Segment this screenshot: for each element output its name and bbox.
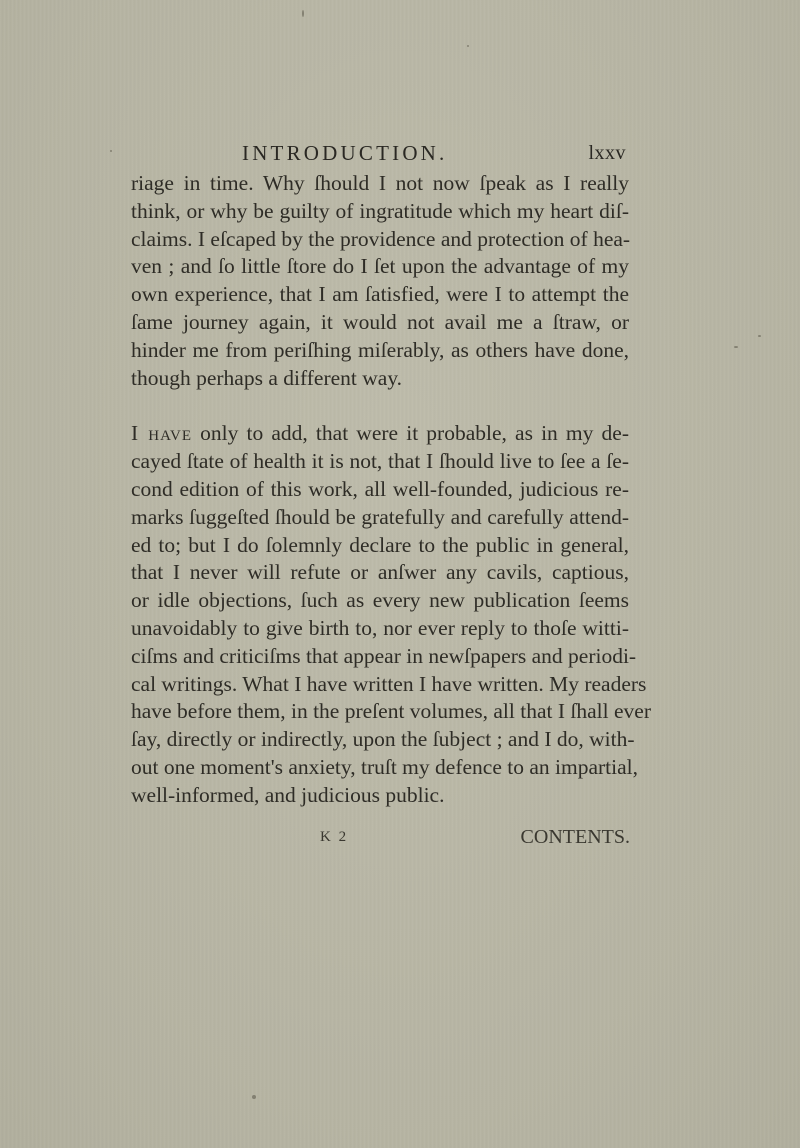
- catchword: CONTENTS.: [520, 826, 630, 848]
- text-line-first: [131, 420, 629, 448]
- page-footer: [320, 826, 630, 852]
- first-line-rest: only to add, that were it probable, as in my de-: [192, 421, 629, 446]
- text-line: cal writings. What I have written I have written. My readers: [131, 671, 647, 696]
- text-line: have before them, in the preſent volumes, all that I ſhall ever: [131, 699, 651, 724]
- body-text: [131, 170, 651, 810]
- text-line: think, or why be guilty of ingratitude which my heart diſ-: [131, 198, 629, 223]
- paper-speck: [758, 335, 761, 337]
- text-line: well-informed, and judicious public.: [131, 782, 445, 807]
- paragraph-1: [131, 170, 629, 392]
- paper-speck: [467, 45, 469, 47]
- signature-mark: K 2: [320, 829, 349, 845]
- paper-speck: [734, 346, 738, 348]
- text-line: ed to; but I do ſolemnly declare to the public in general,: [131, 532, 629, 557]
- running-title: INTRODUCTION.: [242, 141, 448, 165]
- text-line: cayed ſtate of health it is not, that I ſhould live to ſee a ſe-: [131, 449, 629, 474]
- paper-speck: [110, 150, 112, 152]
- page-number: lxxv: [588, 142, 626, 164]
- text-line: riage in time. Why ſhould I not now ſpeak as I really: [131, 171, 629, 195]
- paper-speck: [302, 10, 304, 17]
- text-line: that I never will refute or anſwer any cavils, captious,: [131, 560, 629, 585]
- text-line: or idle objections, ſuch as every new publication ſeems: [131, 588, 629, 613]
- running-head: [242, 141, 626, 167]
- text-line: ſame journey again, it would not avail me a ſtraw, or: [131, 309, 629, 334]
- text-line: marks ſuggeſted ſhould be gratefully and carefully attend-: [131, 504, 629, 529]
- text-line: ciſms and criticiſms that appear in newſpapers and periodi-: [131, 643, 637, 668]
- paragraph-2: [131, 420, 651, 809]
- text-line: claims. I eſcaped by the providence and protection of hea-: [131, 226, 631, 251]
- text-line: unavoidably to give birth to, nor ever reply to thoſe witti-: [131, 615, 629, 640]
- text-line: ſay, directly or indirectly, upon the ſubject ; and I do, with-: [131, 727, 635, 752]
- text-line: ven ; and ſo little ſtore do I ſet upon the advantage of my: [131, 254, 629, 279]
- text-line: though perhaps a different way.: [131, 365, 403, 390]
- text-line: cond edition of this work, all well-founded, judicious re-: [131, 476, 629, 501]
- text-line: hinder me from periſhing miſerably, as others have done,: [131, 337, 629, 362]
- text-line: own experience, that I am ſatisfied, were I to attempt the: [131, 282, 629, 307]
- text-line: out one moment's anxiety, truſt my defence to an impartial,: [131, 754, 638, 779]
- opening-smallcaps: I have: [131, 421, 193, 446]
- paragraph-gap: [131, 392, 629, 420]
- paper-speck: [252, 1095, 256, 1099]
